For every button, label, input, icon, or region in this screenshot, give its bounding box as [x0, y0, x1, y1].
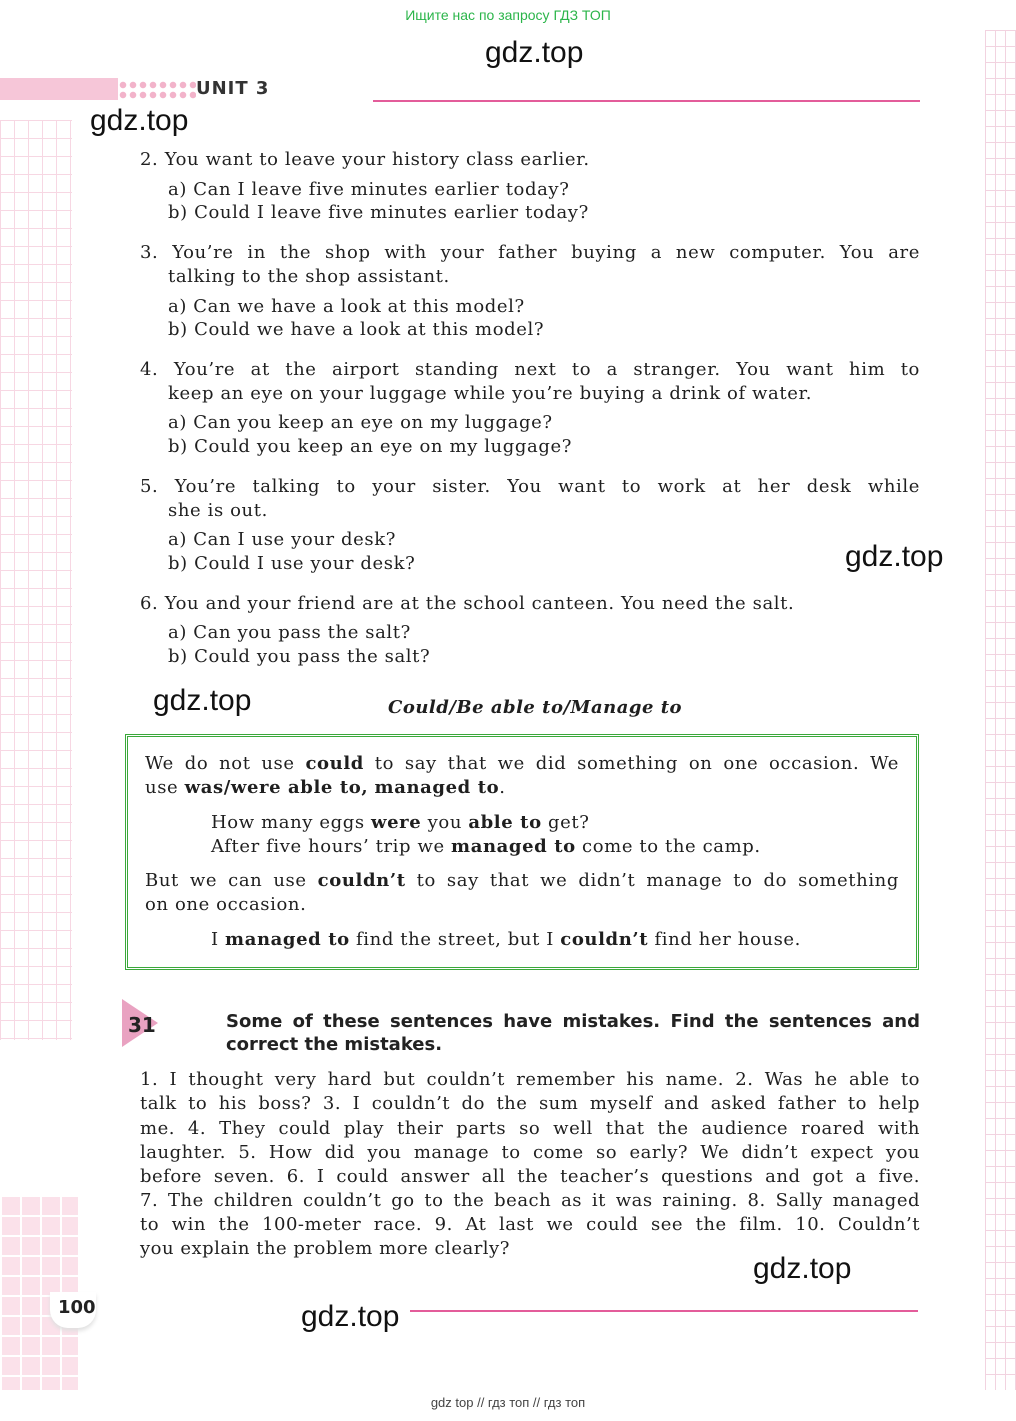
- question-6: 6. You and your friend are at the school canteen. You need the salt.: [140, 593, 795, 614]
- rule-example-2: After five hours’ trip we managed to come to the camp.: [211, 836, 761, 857]
- watermark: gdz.top: [485, 36, 584, 69]
- question-4-line2: keep an eye on your luggage while you’re buying a drink of water.: [168, 383, 813, 404]
- question-2: 2. You want to leave your history class earlier.: [140, 149, 590, 170]
- right-decorative-pattern: [985, 30, 1016, 1390]
- rule-paragraph-2: But we can use couldn’t to say that we didn’t manage to do something: [145, 870, 900, 891]
- option-a: a) Can you keep an eye on my luggage?: [168, 412, 553, 433]
- question-5-line2: she is out.: [168, 500, 268, 521]
- question-4: 4. You’re at the airport standing next to a stranger. You want him to: [140, 359, 920, 380]
- footer-rule: [410, 1310, 918, 1312]
- rule-paragraph-1: We do not use could to say that we did something on one occasion. We: [145, 753, 900, 774]
- footer-links[interactable]: gdz top // гдз топ // гдз топ: [430, 1395, 586, 1410]
- exercise-line: talk to his boss? 3. I couldn’t do the sum myself and asked father to help: [140, 1093, 920, 1114]
- page-number: 100: [58, 1297, 96, 1318]
- question-5: 5. You’re talking to your sister. You want to work at her desk while: [140, 476, 920, 497]
- top-banner[interactable]: Ищите нас по запросу ГДЗ ТОП: [405, 7, 611, 23]
- watermark: gdz.top: [153, 684, 252, 717]
- option-a: a) Can you pass the salt?: [168, 622, 411, 643]
- option-b: b) Could you pass the salt?: [168, 646, 431, 667]
- exercise-line: before seven. 6. I could answer all the teacher’s questions and got a five.: [140, 1166, 920, 1187]
- option-a: a) Can I leave five minutes earlier today?: [168, 179, 570, 200]
- watermark: gdz.top: [845, 540, 944, 573]
- option-b: b) Could you keep an eye on my luggage?: [168, 436, 572, 457]
- question-3-line2: talking to the shop assistant.: [168, 266, 450, 287]
- rule-example-1: How many eggs were you able to get?: [211, 812, 590, 833]
- rule-example-3: I managed to find the street, but I couldn’t find her house.: [211, 929, 802, 950]
- exercise-line: me. 4. They could play their parts so well that the audience roared with: [140, 1118, 920, 1139]
- rule-paragraph-2-line2: on one occasion.: [145, 894, 307, 915]
- header-rule: [373, 100, 920, 102]
- watermark: gdz.top: [301, 1300, 400, 1333]
- exercise-number: 31: [128, 1013, 156, 1037]
- exercise-title-line2: correct the mistakes.: [226, 1034, 443, 1055]
- exercise-line: 7. The children couldn’t go to the beach as it was raining. 8. Sally managed: [140, 1190, 920, 1211]
- rule-paragraph-1-line2: use was/were able to, managed to.: [145, 777, 506, 798]
- unit-label: UNIT 3: [196, 78, 270, 99]
- exercise-line: you explain the problem more clearly?: [140, 1238, 510, 1259]
- grammar-heading: Could/Be able to/Manage to: [388, 697, 683, 718]
- option-b: b) Could we have a look at this model?: [168, 319, 545, 340]
- question-3: 3. You’re in the shop with your father buying a new computer. You are: [140, 242, 920, 263]
- option-a: a) Can I use your desk?: [168, 529, 397, 550]
- watermark: gdz.top: [753, 1252, 852, 1285]
- option-a: a) Can we have a look at this model?: [168, 296, 525, 317]
- option-b: b) Could I leave five minutes earlier today?: [168, 202, 589, 223]
- exercise-line: 1. I thought very hard but couldn’t remember his name. 2. Was he able to: [140, 1069, 920, 1090]
- option-b: b) Could I use your desk?: [168, 553, 416, 574]
- exercise-line: to win the 100-meter race. 9. At last we could see the film. 10. Couldn’t: [140, 1214, 920, 1235]
- exercise-title: Some of these sentences have mistakes. Find the sentences and: [226, 1011, 920, 1032]
- left-decorative-pattern: [0, 120, 72, 1040]
- exercise-line: laughter. 5. How did you manage to come so early? We didn’t expect you: [140, 1142, 920, 1163]
- unit-bar: [0, 78, 118, 100]
- unit-dots-decoration: [118, 80, 196, 100]
- watermark: gdz.top: [90, 104, 189, 137]
